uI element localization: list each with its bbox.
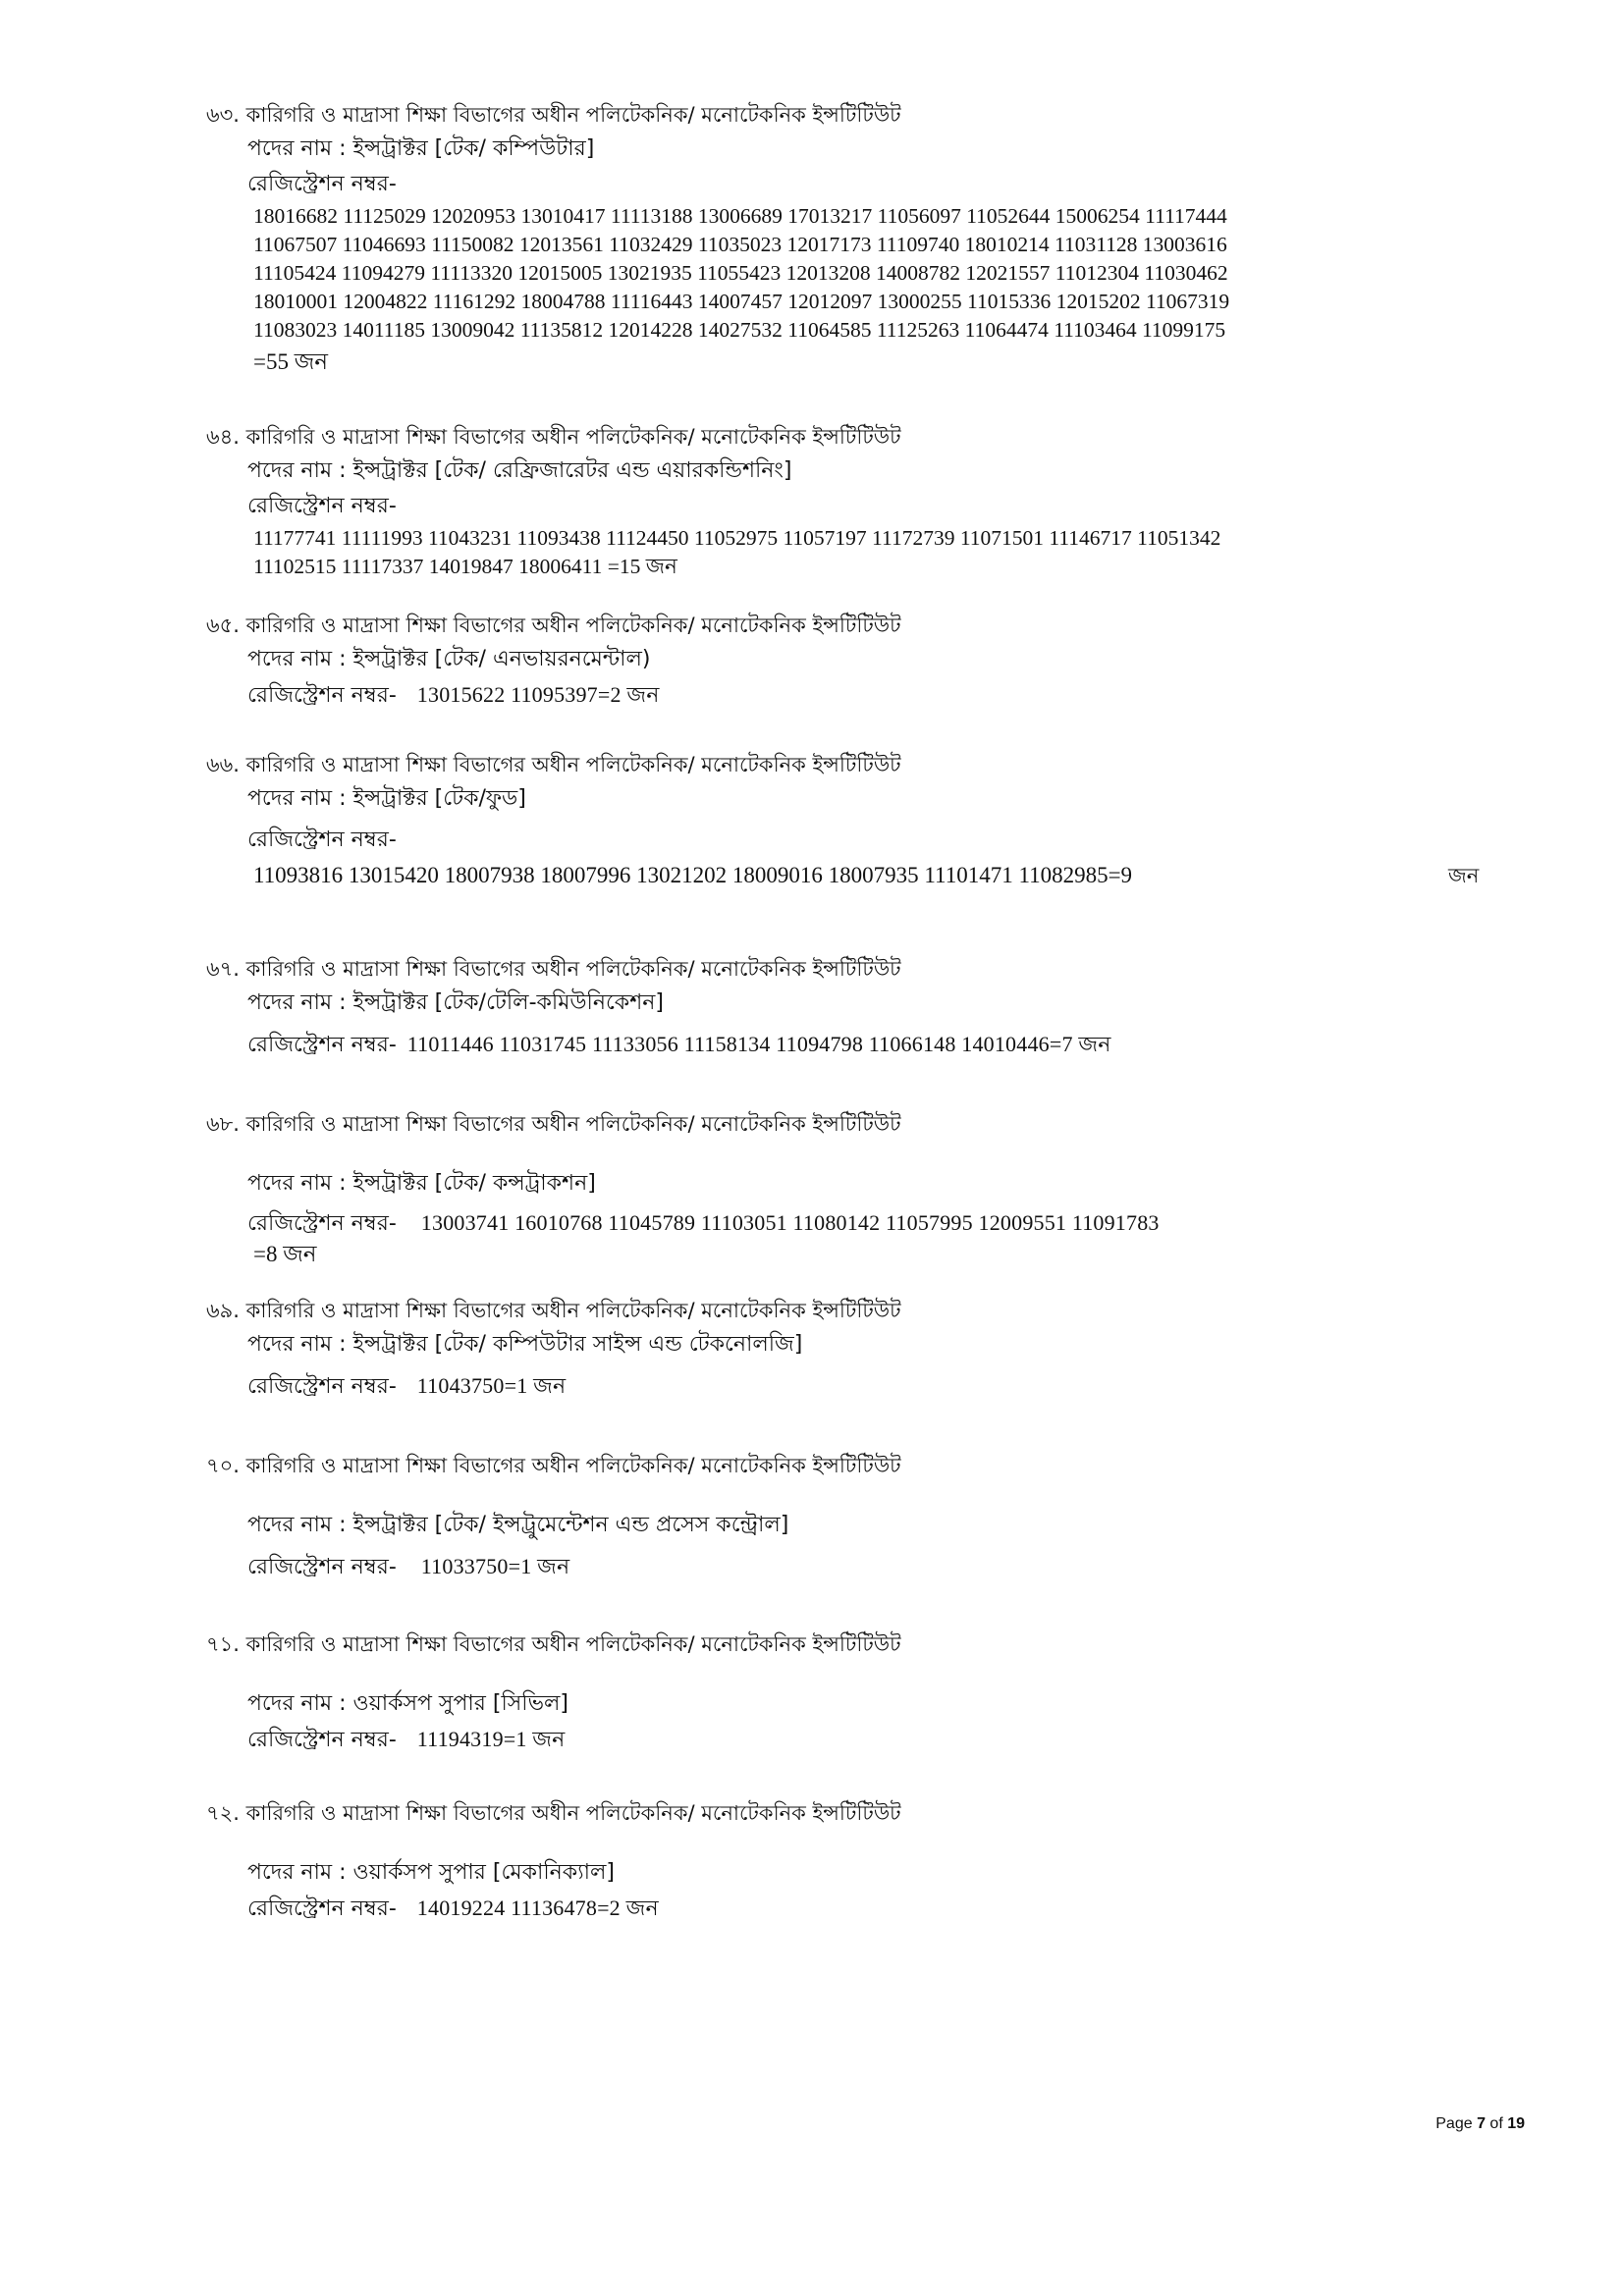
registration-label: রেজিস্ট্রেশন নম্বর- (247, 828, 397, 852)
registration-numbers: 11194319=1 জন (416, 1727, 566, 1751)
registration-numbers: 13015622 11095397=2 জন (416, 682, 660, 707)
entry-68 (206, 1107, 1542, 1267)
post-name: পদের নাম : ইন্সট্রাক্টর [টেক/টেলি-কমিউনিকেশন] (247, 990, 664, 1015)
registration-numbers: 13003741 16010768 11045789 11103051 11080142 11057995 12009551 11091783 (420, 1210, 1160, 1235)
registration-total: জন (1448, 864, 1480, 887)
post-name: পদের নাম : ওয়ার্কসপ সুপার [মেকানিক্যাল] (247, 1860, 615, 1885)
entry-64 (206, 420, 1542, 581)
page-number (1435, 2115, 1525, 2133)
registration-label: রেজিস্ট্রেশন নম্বর- (247, 172, 397, 196)
registration-numbers: 11177741 11111993 11043231 11093438 11124450 11052975 11057197 11172739 11071501 11146717 11051342 11102515 11117337 14019847 18006411 =15 জন (253, 526, 1221, 578)
entry-heading: ৬৬. কারিগরি ও মাদ্রাসা শিক্ষা বিভাগের অধীন পলিটেকনিক/ মনোটেকনিক ইন্সটিটিউট (206, 753, 901, 776)
registration-numbers: 18016682 11125029 12020953 13010417 11113188 13006689 17013217 11056097 11052644 15006254 11117444 11067507 11046693 11150082 12013561 11032429 11035023 12017173 11109740 18010214 11031128 13003616 11105424 11094279 11113320 12015005 13021935 11055423 12013208 14008782 12021557 11012304 11030462 18010001 12004822 11161292 18004788 11116443 14007457 12012097 13000255 11015336 12015202 11067319 11083023 14011185 13009042 11135812 12014228 14027532 11064585 11125263 11064474 11103464 11099175 (253, 204, 1230, 342)
registration-label: রেজিস্ট্রেশন নম্বর- (247, 1211, 397, 1236)
registration-label: রেজিস্ট্রেশন নম্বর- (247, 494, 397, 518)
post-name: পদের নাম : ইন্সট্রাক্টর [টেক/ এনভায়রনমেন্টাল) (247, 647, 651, 671)
entry-heading: ৬৩. কারিগরি ও মাদ্রাসা শিক্ষা বিভাগের অধীন পলিটেকনিক/ মনোটেকনিক ইন্সটিটিউট (206, 103, 901, 127)
post-name: পদের নাম : ইন্সট্রাক্টর [টেক/ ইন্সট্রুমেন্টেশন এন্ড প্রসেস কন্ট্রোল] (247, 1513, 789, 1537)
registration-numbers: 11043750=1 জন (416, 1373, 567, 1398)
entry-heading: ৭২. কারিগরি ও মাদ্রাসা শিক্ষা বিভাগের অধীন পলিটেকনিক/ মনোটেকনিক ইন্সটিটিউট (206, 1801, 901, 1825)
entry-63 (206, 98, 1542, 380)
registration-total: =8 জন (253, 1242, 317, 1266)
registration-label: রেজিস্ট্রেশন নম্বর- (247, 1033, 397, 1057)
post-name: পদের নাম : ইন্সট্রাক্টর [টেক/ কম্পিউটার] (247, 136, 595, 161)
registration-total: =55 জন (253, 349, 329, 374)
entry-66 (206, 748, 1542, 893)
post-name: পদের নাম : ইন্সট্রাক্টর [টেক/ কম্পিউটার সাইন্স এন্ড টেকনোলজি] (247, 1332, 803, 1357)
registration-row (206, 677, 1542, 714)
registration-label: রেজিস্ট্রেশন নম্বর- (247, 1555, 397, 1579)
entry-heading: ৬৫. কারিগরি ও মাদ্রাসা শিক্ষা বিভাগের অধীন পলিটেকনিক/ মনোটেকনিক ইন্সটিটিউট (206, 614, 901, 637)
registration-row (206, 1549, 1542, 1585)
registration-numbers: 11011446 11031745 11133056 11158134 11094798 11066148 14010446=7 জন (406, 1032, 1111, 1056)
post-name: পদের নাম : ইন্সট্রাক্টর [টেক/ কন্সট্রাকশন] (247, 1171, 596, 1196)
registration-numbers: 11033750=1 জন (420, 1554, 570, 1578)
registration-label: রেজিস্ট্রেশন নম্বর- (247, 1896, 397, 1921)
registration-row (206, 1722, 1542, 1758)
registration-numbers: 14019224 11136478=2 জন (416, 1896, 659, 1920)
registration-row (206, 858, 1542, 893)
entry-heading: ৬৮. কারিগরি ও মাদ্রাসা শিক্ষা বিভাগের অধীন পলিটেকনিক/ মনোটেকনিক ইন্সটিটিউট (206, 1112, 901, 1136)
entry-heading: ৭১. কারিগরি ও মাদ্রাসা শিক্ষা বিভাগের অধীন পলিটেকনিক/ মনোটেকনিক ইন্সটিটিউট (206, 1632, 901, 1656)
page-total: 19 (1507, 2115, 1525, 2132)
registration-row (206, 1368, 1542, 1405)
post-name: পদের নাম : ইন্সট্রাক্টর [টেক/ফুড] (247, 786, 526, 811)
post-name: পদের নাম : ইন্সট্রাক্টর [টেক/ রেফ্রিজারেটর এন্ড এয়ারকন্ডিশনিং] (247, 458, 792, 483)
page-prefix: Page (1435, 2115, 1478, 2132)
registration-row (206, 1891, 1542, 1927)
registration-label: রেজিস্ট্রেশন নম্বর- (247, 1728, 397, 1752)
entry-72 (206, 1796, 1542, 1927)
entry-70 (206, 1449, 1542, 1585)
entry-65 (206, 609, 1542, 714)
page-of: of (1485, 2115, 1508, 2132)
entry-heading: ৭০. কারিগরি ও মাদ্রাসা শিক্ষা বিভাগের অধীন পলিটেকনিক/ মনোটেকনিক ইন্সটিটিউট (206, 1454, 901, 1477)
entry-heading: ৬৪. কারিগরি ও মাদ্রাসা শিক্ষা বিভাগের অধীন পলিটেকনিক/ মনোটেকনিক ইন্সটিটিউট (206, 425, 901, 449)
registration-label: রেজিস্ট্রেশন নম্বর- (247, 1374, 397, 1399)
registration-row (206, 1027, 1542, 1063)
registration-label: রেজিস্ট্রেশন নম্বর- (247, 683, 397, 708)
registration-numbers: 11093816 13015420 18007938 18007996 13021202 18009016 18007935 11101471 11082985=9 (253, 863, 1133, 887)
entry-71 (206, 1628, 1542, 1758)
post-name: পদের নাম : ওয়ার্কসপ সুপার [সিভিল] (247, 1691, 568, 1716)
entry-67 (206, 952, 1542, 1063)
entry-69 (206, 1294, 1542, 1405)
registration-row (206, 1205, 1542, 1242)
page-current: 7 (1477, 2115, 1486, 2132)
entry-heading: ৬৯. কারিগরি ও মাদ্রাসা শিক্ষা বিভাগের অধীন পলিটেকনিক/ মনোটেকনিক ইন্সটিটিউট (206, 1299, 901, 1322)
entry-heading: ৬৭. কারিগরি ও মাদ্রাসা শিক্ষা বিভাগের অধীন পলিটেকনিক/ মনোটেকনিক ইন্সটিটিউট (206, 957, 901, 981)
